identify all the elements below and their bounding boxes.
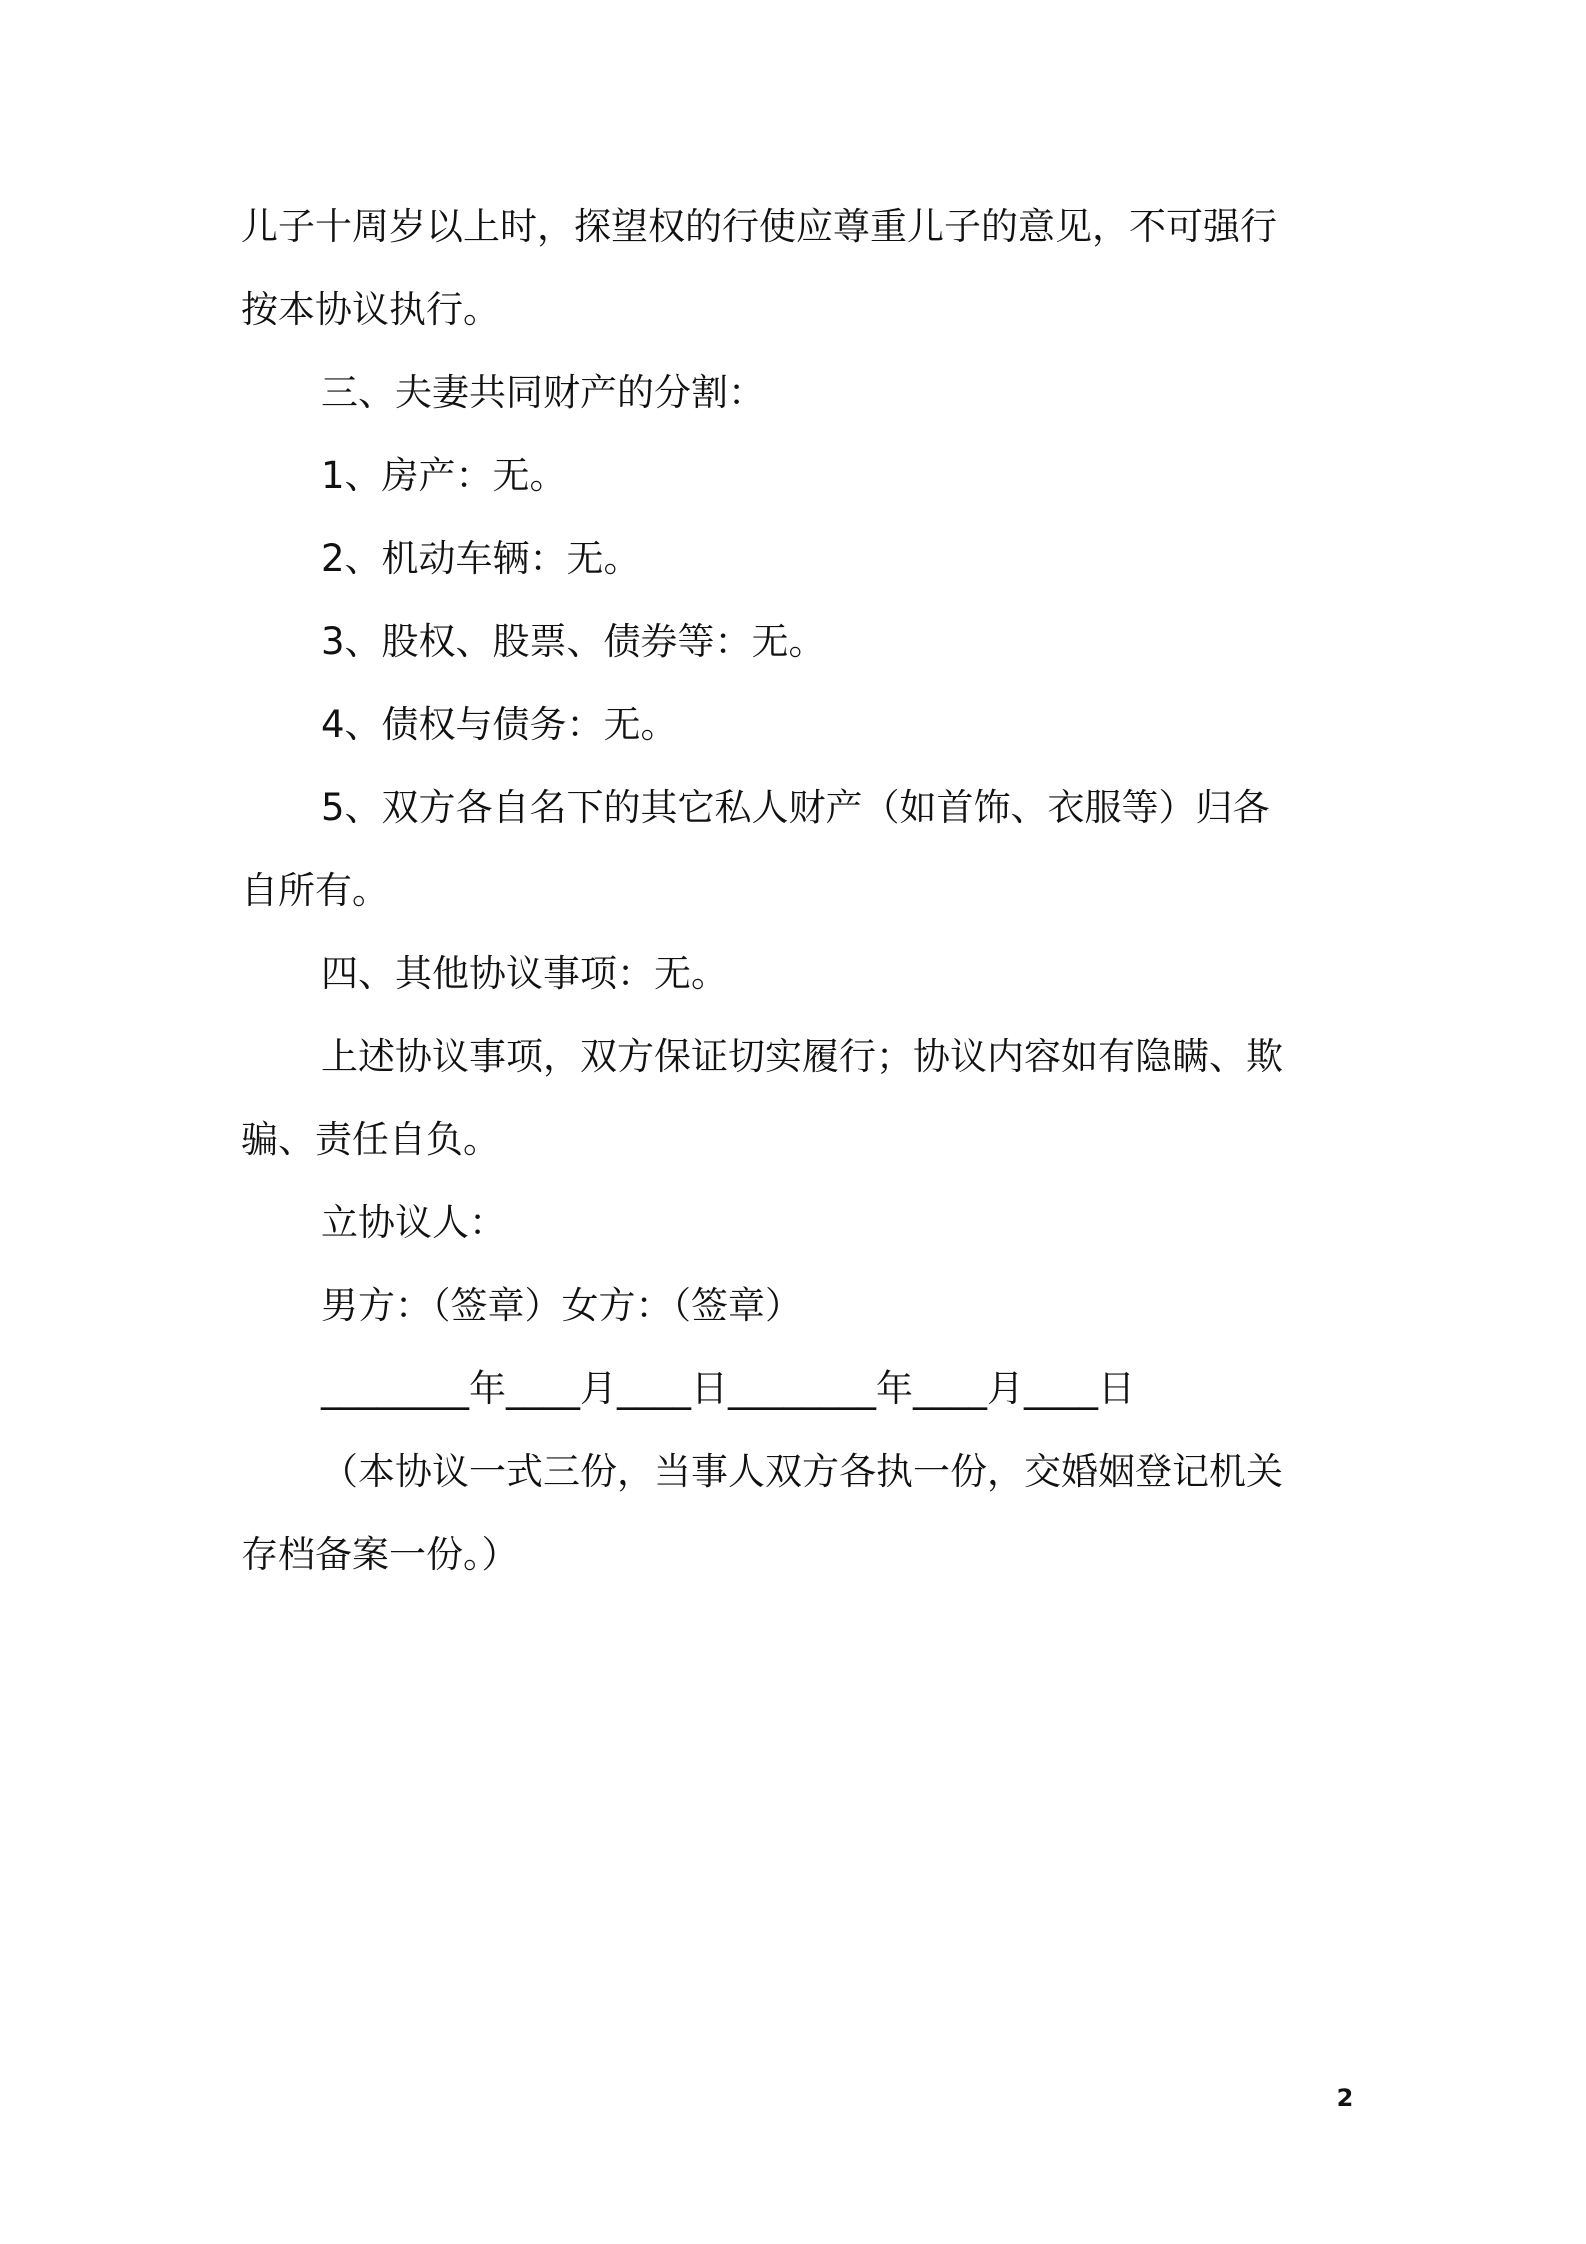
list-item: 2、机动车辆：无。 bbox=[321, 537, 641, 580]
paragraph-line: 自所有。 bbox=[241, 869, 389, 912]
list-item: 4、债权与债务：无。 bbox=[321, 703, 678, 746]
list-item: 3、股权、股票、债券等：无。 bbox=[321, 620, 826, 663]
list-item: 5、双方各自名下的其它私人财产（如首饰、衣服等）归各 bbox=[321, 786, 1270, 829]
paragraph-line: 骗、责任自负。 bbox=[241, 1118, 500, 1161]
paragraph-line: 按本协议执行。 bbox=[241, 288, 500, 331]
section-heading-other-matters: 四、其他协议事项：无。 bbox=[321, 952, 728, 995]
paragraph-line: 上述协议事项，双方保证切实履行；协议内容如有隐瞒、欺 bbox=[321, 1035, 1283, 1078]
signature-line: 男方：（签章）女方：（签章） bbox=[321, 1284, 802, 1327]
page-number: 2 bbox=[1336, 2084, 1354, 2112]
document-body bbox=[241, 185, 1355, 1596]
date-line: ________年____月____日________年____月____日 bbox=[321, 1367, 1135, 1410]
section-heading-property-division: 三、夫妻共同财产的分割： bbox=[321, 371, 765, 414]
paragraph-line: （本协议一式三份，当事人双方各执一份，交婚姻登记机关 bbox=[321, 1450, 1283, 1493]
paragraph-line: 儿子十周岁以上时，探望权的行使应尊重儿子的意见，不可强行 bbox=[241, 205, 1277, 248]
list-item: 1、房产：无。 bbox=[321, 454, 567, 497]
signatories-label: 立协议人： bbox=[321, 1201, 506, 1244]
paragraph-line: 存档备案一份。） bbox=[241, 1533, 519, 1576]
